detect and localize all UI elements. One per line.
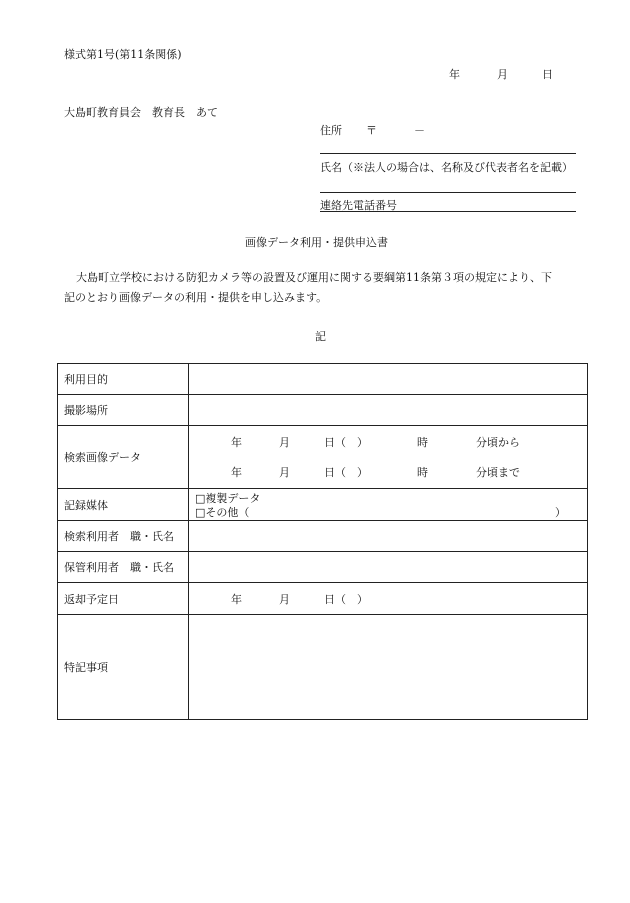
record-media-field	[189, 489, 588, 521]
addressee: 大島町教育員会 教育長 あて	[64, 106, 218, 119]
purpose-label: 利用目的	[58, 364, 189, 395]
postal-dash: －	[414, 124, 425, 137]
return-date-label: 返却予定日	[58, 583, 189, 615]
from-month: 月	[279, 436, 290, 449]
return-year: 年	[231, 593, 242, 606]
return-day: 日（ ）	[324, 593, 368, 606]
return-month: 月	[279, 593, 290, 606]
notes-field[interactable]	[189, 615, 588, 720]
ki-label: 記	[315, 330, 326, 343]
row-purpose	[58, 364, 588, 395]
until-minute: 分頃まで	[476, 466, 520, 479]
form-number: 様式第1号(第11条関係)	[64, 48, 182, 61]
until-month: 月	[279, 466, 290, 479]
searcher-label: 検索利用者 職・氏名	[58, 521, 189, 552]
custodian-field[interactable]	[189, 552, 588, 583]
option-other[interactable]: □その他（	[195, 506, 250, 519]
row-location	[58, 395, 588, 426]
date-day-label: 日	[542, 68, 553, 81]
custodian-label: 保管利用者 職・氏名	[58, 552, 189, 583]
address-underline	[320, 153, 576, 154]
option-copy-data[interactable]: □複製データ	[195, 492, 261, 505]
application-table	[57, 363, 588, 720]
document-title: 画像データ利用・提供申込書	[245, 236, 388, 249]
searcher-field[interactable]	[189, 521, 588, 552]
row-custodian	[58, 552, 588, 583]
row-return-date	[58, 583, 588, 615]
until-day: 日（ ）	[324, 466, 368, 479]
from-hour: 時	[417, 436, 428, 449]
row-search-data	[58, 426, 588, 489]
search-data-label: 検索画像データ	[58, 426, 189, 489]
notes-label: 特記事項	[58, 615, 189, 720]
name-label: 氏名（※法人の場合は、名称及び代表者名を記載）	[320, 161, 573, 174]
phone-underline	[320, 211, 576, 212]
address-label: 住所	[320, 124, 342, 137]
postal-mark: 〒	[366, 124, 377, 137]
date-month-label: 月	[497, 68, 508, 81]
row-searcher	[58, 521, 588, 552]
name-underline	[320, 192, 576, 193]
location-field[interactable]	[189, 395, 588, 426]
date-year-label: 年	[449, 68, 460, 81]
row-notes	[58, 615, 588, 720]
body-line-1: 大島町立学校における防犯カメラ等の設置及び運用に関する要綱第11条第３項の規定により、下	[76, 271, 552, 284]
row-record-media	[58, 489, 588, 521]
location-label: 撮影場所	[58, 395, 189, 426]
until-hour: 時	[417, 466, 428, 479]
search-data-field[interactable]	[189, 426, 588, 489]
record-media-label: 記録媒体	[58, 489, 189, 521]
from-minute: 分頃から	[476, 436, 520, 449]
body-line-2: 記のとおり画像データの利用・提供を申し込みます。	[64, 291, 328, 304]
from-day: 日（ ）	[324, 436, 368, 449]
phone-label: 連絡先電話番号	[320, 199, 397, 212]
option-other-close: ）	[555, 506, 566, 519]
until-year: 年	[231, 466, 242, 479]
return-date-field[interactable]	[189, 583, 588, 615]
from-year: 年	[231, 436, 242, 449]
purpose-field[interactable]	[189, 364, 588, 395]
